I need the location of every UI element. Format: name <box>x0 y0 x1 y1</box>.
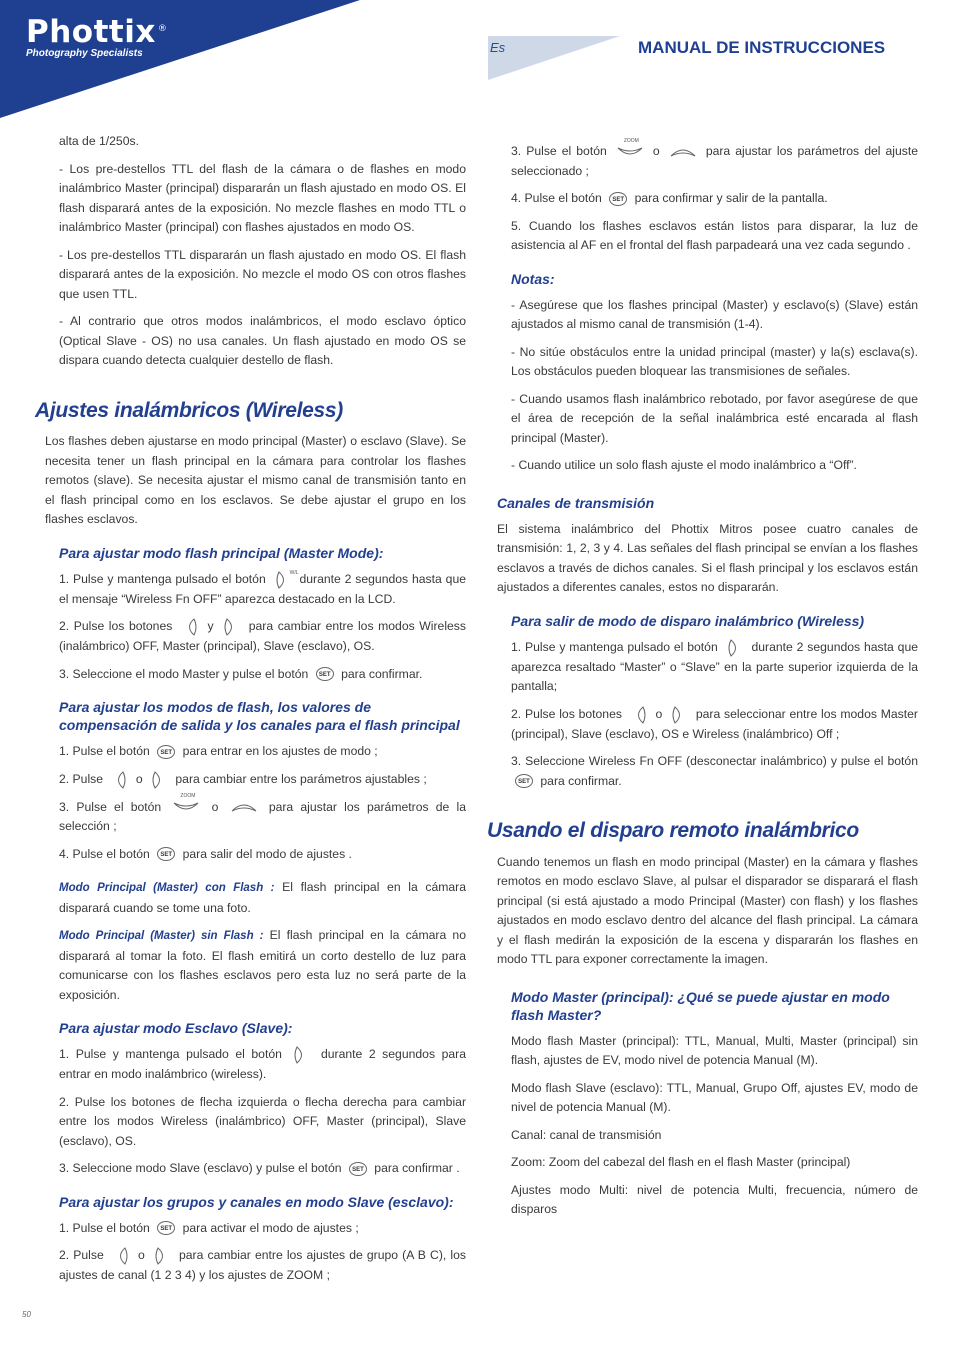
paragraph: Ajustes modo Multi: nivel de potencia Multi, frecuencia, número de disparos <box>511 1182 918 1216</box>
section-title-wireless: Ajustes inalámbricos (Wireless) <box>35 398 343 422</box>
logo-registered: ® <box>157 23 168 34</box>
language-tab-background <box>488 36 620 80</box>
subsection-title-master-settings: Modo Master (principal): ¿Qué se puede ajustar en modo flash Master? <box>511 988 890 1023</box>
step: 2. Pulse los botones y para cambiar entre los modos Wireless (inalámbrico) OFF, Master (principal), Slave (esclavo), OS. <box>59 617 466 657</box>
step: 5. Cuando los flashes esclavos están listos para disparar, la luz de asistencia al AF en el frontal del flash parpadeará una vez cada segundo . <box>511 218 918 252</box>
step: 1. Pulse el botón SET para activar el modo de ajustes ; <box>59 1220 359 1235</box>
paragraph: Zoom: Zoom del cabezal del flash en el flash Master (principal) <box>511 1155 851 1169</box>
paragraph: Cuando tenemos un flash en modo principal (Master) en la cámara y flashes remotos en modo esclavo Slave, al pulsar el disparador se disparará el flash principal (si está ajustado a modo Principal (Master) con flash) y los flashes ajustados en modo esclavo dentro del alcance del flash principal. La cámara y el flash medirán la exposición de la escena y dispararán los flashes en modo TTL para exponer correctamente la imagen. <box>497 854 918 966</box>
set-button-icon: SET <box>316 667 334 681</box>
subsection-title-flash-modes: Para ajustar los modos de flash, los valores de compensación de salida y los canales para el flash principal <box>59 699 460 733</box>
set-button-icon: SET <box>157 1221 175 1235</box>
set-button-icon: SET <box>157 745 175 759</box>
step: 3. Seleccione Wireless Fn OFF (desconectar inalámbrico) y pulse el botón SET para confirmar. <box>511 754 918 788</box>
section-title-remote: Usando el disparo remoto inalámbrico <box>487 819 859 842</box>
step: 2. Pulse los botones de flecha izquierda o flecha derecha para cambiar entre los modos Wireless (inalámbrico) OFF, Master (principal), Slave (esclavo), OS. <box>59 1094 466 1148</box>
manual-title: MANUAL DE INSTRUCCIONES <box>638 38 886 57</box>
right-arrow-button-icon <box>670 705 688 725</box>
step: 4. Pulse el botón SET para confirmar y salir de la pantalla. <box>511 191 828 205</box>
logo-name: Phottix <box>26 14 156 50</box>
paragraph: - Los pre-destellos TTL del flash de la cámara o de flashes en modo inalámbrico Master (principal) dispararán un flash ajustado en modo OS. El flash disparará antes de la exposición. No mezcle flashes en modo TTL o inalámbrico Master (principal) con flashes ajustados en modo OS. <box>59 161 466 234</box>
subsection-title-notes: Notas: <box>511 270 555 287</box>
language-code: Es <box>490 40 506 55</box>
wl-button-icon <box>726 638 744 658</box>
left-arrow-button-icon <box>110 770 128 790</box>
wl-button-icon: W/L <box>274 570 292 590</box>
step: 3. Seleccione modo Slave (esclavo) y pulse el botón SET para confirmar . <box>59 1161 460 1175</box>
down-button-icon <box>230 799 258 815</box>
step: 1. Pulse y mantenga pulsado el botón durante 2 segundos hasta que aparezca resaltado “Master” o “Slave” en la parte superior izquierda de la pantalla; <box>511 638 918 697</box>
paragraph: Modo flash Master (principal): TTL, Manual, Multi, Master (principal) sin flash, ajustes de EV, modo nivel de potencia Manual (M). <box>511 1033 918 1067</box>
left-arrow-button-icon <box>112 1246 130 1266</box>
paragraph: Canal: canal de transmisión <box>511 1127 662 1142</box>
note: - Cuando usamos flash inalámbrico rebotado, por favor asegúrese de que el área de recepción de la señal inalámbrica esté encarada al flash principal (Master). <box>511 391 918 445</box>
zoom-up-button-icon: ZOOM <box>616 144 644 160</box>
note: - Asegúrese que los flashes principal (Master) y esclavo(s) (Slave) están ajustados al mismo canal de transmisión (1-4). <box>511 297 918 331</box>
right-arrow-button-icon <box>222 617 240 637</box>
note: - No sitúe obstáculos entre la unidad principal (master) y la(s) esclava(s). Los obstáculos pueden bloquear las transmisiones de señales. <box>511 344 918 378</box>
step: 1. Pulse y mantenga pulsado el botón durante 2 segundos para entrar en modo inalámbrico (wireless). <box>59 1045 466 1085</box>
set-button-icon: SET <box>515 774 533 788</box>
left-arrow-button-icon <box>181 617 199 637</box>
left-column <box>35 132 467 1294</box>
set-button-icon: SET <box>349 1162 367 1176</box>
step: 4. Pulse el botón SET para salir del modo de ajustes . <box>59 846 352 861</box>
page-number: 50 <box>22 1310 31 1319</box>
subsection-title-slave: Para ajustar modo Esclavo (Slave): <box>59 1020 293 1036</box>
step: 1. Pulse y mantenga pulsado el botón W/L durante 2 segundos hasta que el mensaje “Wireless Fn OFF” aparezca destacado en la LCD. <box>59 569 466 606</box>
logo-tagline: Photography Specialists <box>26 48 143 59</box>
paragraph: El sistema inalámbrico del Phottix Mitros posee cuatro canales de transmisión: 1, 2, 3 y 4. Las señales del flash principal se envían a los flashes esclavos a través de dichos canales. Si el flash principal y los esclavos están ajustados a diferentes canales, estos no dispararán. <box>497 521 918 594</box>
paragraph: Modo flash Slave (esclavo): TTL, Manual, Grupo Off, ajustes EV, modo de nivel de potencia Manual (M). <box>511 1080 918 1114</box>
right-arrow-button-icon <box>150 770 168 790</box>
right-column <box>487 137 919 1228</box>
step: 3. Seleccione el modo Master y pulse el botón SET para confirmar. <box>59 666 423 681</box>
paragraph: - Los pre-destellos TTL dispararán un flash ajustado en modo OS. El flash disparará antes de la exposición. No mezcle el modo OS con otros flashes que usen TTL. <box>59 247 466 301</box>
set-button-icon: SET <box>609 192 627 206</box>
paragraph: Los flashes deben ajustarse en modo principal (Master) o esclavo (Slave). Se necesita tener un flash principal en la cámara para controlar los flashes remotos (slave). Se necesita ajustar el mismo canal de transmisión tanto en el flash principal como en los esclavos. Se debe ajustar el grupo en los flashes esclavos. <box>45 434 466 526</box>
paragraph: alta de 1/250s. <box>59 134 139 148</box>
down-button-icon <box>669 144 697 160</box>
phottix-logo <box>26 14 167 59</box>
subsection-title-master: Para ajustar modo flash principal (Master Mode): <box>59 544 384 561</box>
step: 1. Pulse el botón SET para entrar en los ajustes de modo ; <box>59 744 378 758</box>
wl-button-icon <box>292 1045 310 1065</box>
note: - Cuando utilice un solo flash ajuste el modo inalámbrico a “Off”. <box>511 458 857 472</box>
left-arrow-button-icon <box>630 705 648 725</box>
step: 2. Pulse los botones o para seleccionar entre los modos Master (principal), Slave (esclavo), OS e Wireless (inalámbrico) Off ; <box>511 705 918 745</box>
subsection-title-groups: Para ajustar los grupos y canales en modo Slave (esclavo): <box>59 1193 454 1210</box>
paragraph: - Al contrario que otros modos inalámbricos, el modo esclavo óptico (Optical Slave - OS) no usa canales. Un flash ajustado en modo OS se dispara cuando detecta cualquier destello de flash. <box>59 314 466 367</box>
subsection-title-channels: Canales de transmisión <box>497 494 655 511</box>
subsection-title-exit-wireless: Para salir de modo de disparo inalámbrico (Wireless) <box>511 612 865 629</box>
set-button-icon: SET <box>157 847 175 861</box>
step: 3. Pulse el botón ZOOM o para ajustar los parámetros de la selección ; <box>59 793 467 833</box>
right-arrow-button-icon <box>153 1246 171 1266</box>
step: 2. Pulse o para cambiar entre los parámetros ajustables ; <box>59 770 466 790</box>
zoom-up-button-icon: ZOOM <box>172 799 200 815</box>
mode-description: Modo Principal (Master) sin Flash : El flash principal en la cámara no disparará al tomar la foto. El flash emitirá un corto destello de luz para comunicarse con los flashes esclavos pero esta luz no será parte de la exposición. <box>59 928 466 1002</box>
step: 2. Pulse o para cambiar entre los ajustes de grupo (A B C), los ajustes de canal (1 2 3 4) y los ajustes de ZOOM ; <box>59 1246 466 1286</box>
step: 3. Pulse el botón ZOOM o para ajustar los parámetros del ajuste seleccionado ; <box>511 137 919 178</box>
mode-description: Modo Principal (Master) con Flash : El flash principal en la cámara disparará cuando se tome una foto. <box>59 880 466 915</box>
